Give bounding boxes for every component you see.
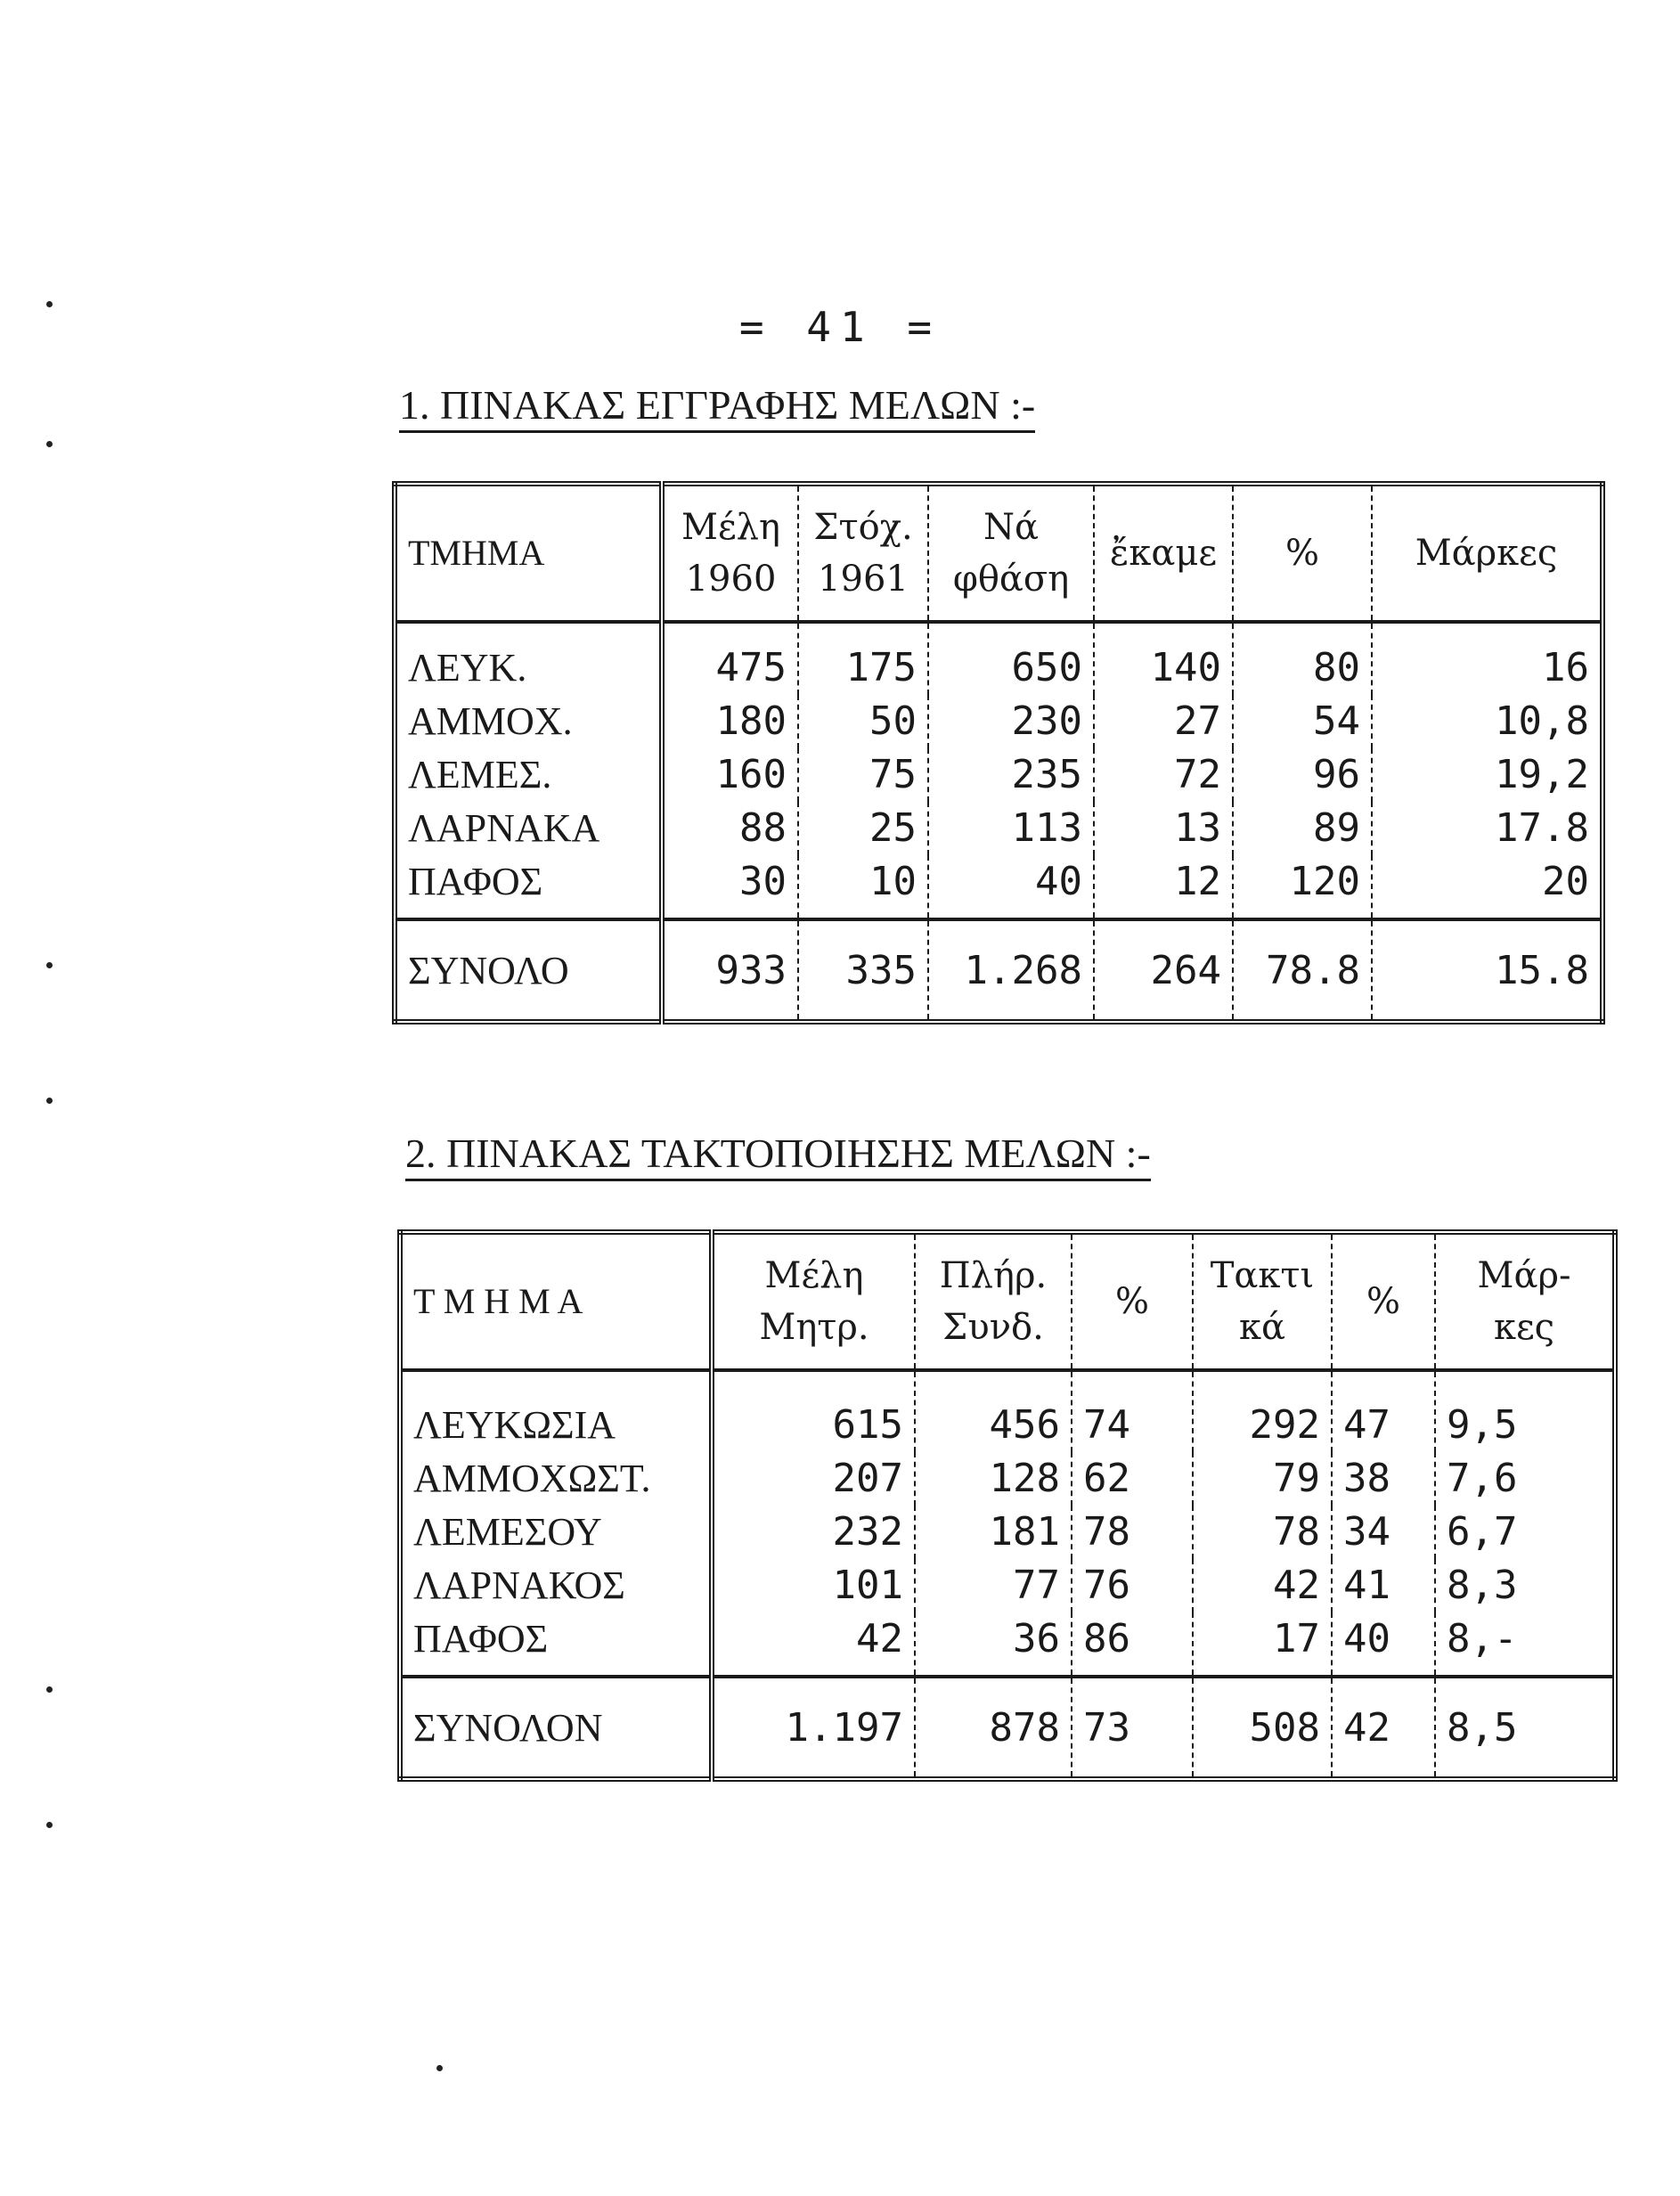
members-cell: 160 xyxy=(662,748,798,802)
registered-cell: 232 xyxy=(712,1506,915,1559)
percent1-cell: 86 xyxy=(1072,1612,1193,1677)
table1-header-reach: Νά φθάση xyxy=(928,484,1094,622)
table1-header-percent: % xyxy=(1233,484,1372,622)
marks-cell: 9,5 xyxy=(1435,1370,1615,1452)
total-paid: 878 xyxy=(915,1677,1072,1779)
percent-cell: 54 xyxy=(1233,695,1372,748)
marks-cell: 16 xyxy=(1372,622,1603,695)
table-row xyxy=(400,1506,1615,1559)
target-cell: 10 xyxy=(798,855,928,919)
table2-header-percent2: % xyxy=(1332,1232,1435,1370)
scan-speck xyxy=(436,2065,443,2071)
table2-header-row xyxy=(400,1232,1615,1370)
percent2-cell: 34 xyxy=(1332,1506,1435,1559)
total-target: 335 xyxy=(798,919,928,1022)
total-percent2: 42 xyxy=(1332,1677,1435,1779)
reach-cell: 235 xyxy=(928,748,1094,802)
membership-registration-table xyxy=(392,481,1605,1025)
section-cell: ΛΕΜΕΣ. xyxy=(408,753,552,796)
section-cell: ΑΜΜΟΧ. xyxy=(408,699,573,743)
target-cell: 25 xyxy=(798,802,928,855)
reach-cell: 40 xyxy=(928,855,1094,919)
paid-cell: 456 xyxy=(915,1370,1072,1452)
table2-header-registered: Μέλη Μητρ. xyxy=(712,1232,915,1370)
paid-cell: 128 xyxy=(915,1452,1072,1506)
table1-header-members: Μέλη 1960 xyxy=(662,484,798,622)
table-row xyxy=(400,1370,1615,1452)
regular-cell: 79 xyxy=(1193,1452,1332,1506)
section-cell: ΛΑΡΝΑΚΟΣ xyxy=(413,1563,625,1607)
members-cell: 30 xyxy=(662,855,798,919)
percent2-cell: 41 xyxy=(1332,1559,1435,1612)
members-cell: 475 xyxy=(662,622,798,695)
table1-header-done: ἔκαμε xyxy=(1094,484,1233,622)
section-cell: ΛΕΥΚΩΣΙΑ xyxy=(413,1403,616,1447)
registered-cell: 101 xyxy=(712,1559,915,1612)
target-cell: 175 xyxy=(798,622,928,695)
table1-header-target: Στόχ. 1961 xyxy=(798,484,928,622)
section-cell: ΠΑΦΟΣ xyxy=(408,860,543,903)
section-cell: ΠΑΦΟΣ xyxy=(413,1617,549,1661)
scan-speck xyxy=(46,1822,53,1828)
regular-cell: 42 xyxy=(1193,1559,1332,1612)
section-cell: ΑΜΜΟΧΩΣΤ. xyxy=(413,1457,651,1500)
percent1-cell: 62 xyxy=(1072,1452,1193,1506)
membership-regularization-table xyxy=(397,1229,1618,1782)
done-cell: 72 xyxy=(1094,748,1233,802)
total-regular: 508 xyxy=(1193,1677,1332,1779)
percent2-cell: 47 xyxy=(1332,1370,1435,1452)
done-cell: 12 xyxy=(1094,855,1233,919)
registered-cell: 615 xyxy=(712,1370,915,1452)
regular-cell: 17 xyxy=(1193,1612,1332,1677)
target-cell: 50 xyxy=(798,695,928,748)
marks-cell: 8,3 xyxy=(1435,1559,1615,1612)
scan-speck xyxy=(46,441,53,447)
scan-speck xyxy=(46,1098,53,1104)
table1-header-marks: Μάρκες xyxy=(1372,484,1603,622)
members-cell: 180 xyxy=(662,695,798,748)
section-cell: ΛΑΡΝΑΚΑ xyxy=(408,806,600,850)
table2-header-percent1: % xyxy=(1072,1232,1193,1370)
table1-header-row xyxy=(395,484,1603,622)
total-percent1: 73 xyxy=(1072,1677,1193,1779)
total-registered: 1.197 xyxy=(712,1677,915,1779)
table2-title: 2. ΠΙΝΑΚΑΣ ΤΑΚΤΟΠΟΙΗΣΗΣ ΜΕΛΩΝ :- xyxy=(405,1130,1151,1181)
percent2-cell: 40 xyxy=(1332,1612,1435,1677)
scan-speck xyxy=(46,962,53,968)
percent-cell: 120 xyxy=(1233,855,1372,919)
marks-cell: 7,6 xyxy=(1435,1452,1615,1506)
registered-cell: 42 xyxy=(712,1612,915,1677)
regular-cell: 292 xyxy=(1193,1370,1332,1452)
marks-cell: 8,- xyxy=(1435,1612,1615,1677)
table2-header-paid: Πλήρ. Συνδ. xyxy=(915,1232,1072,1370)
percent2-cell: 38 xyxy=(1332,1452,1435,1506)
total-marks: 15.8 xyxy=(1372,919,1603,1022)
total-done: 264 xyxy=(1094,919,1233,1022)
table-row xyxy=(395,622,1603,695)
percent1-cell: 76 xyxy=(1072,1559,1193,1612)
done-cell: 140 xyxy=(1094,622,1233,695)
scan-speck xyxy=(46,1686,53,1693)
marks-cell: 6,7 xyxy=(1435,1506,1615,1559)
total-percent: 78.8 xyxy=(1233,919,1372,1022)
reach-cell: 113 xyxy=(928,802,1094,855)
percent-cell: 89 xyxy=(1233,802,1372,855)
paid-cell: 181 xyxy=(915,1506,1072,1559)
table-row xyxy=(400,1559,1615,1612)
percent1-cell: 74 xyxy=(1072,1370,1193,1452)
reach-cell: 230 xyxy=(928,695,1094,748)
table-row xyxy=(400,1452,1615,1506)
table2-total-row xyxy=(400,1677,1615,1779)
section-cell: ΛΕΥΚ. xyxy=(408,646,527,690)
table2-header-section: Τ Μ Η Μ Α xyxy=(400,1232,712,1370)
table-row xyxy=(395,855,1603,919)
table-row xyxy=(395,802,1603,855)
reach-cell: 650 xyxy=(928,622,1094,695)
total-members: 933 xyxy=(662,919,798,1022)
total-label: ΣΥΝΟΛΟΝ xyxy=(400,1677,712,1779)
total-marks: 8,5 xyxy=(1435,1677,1615,1779)
done-cell: 27 xyxy=(1094,695,1233,748)
table-row xyxy=(395,695,1603,748)
marks-cell: 19,2 xyxy=(1372,748,1603,802)
total-label: ΣΥΝΟΛΟ xyxy=(395,919,662,1022)
done-cell: 13 xyxy=(1094,802,1233,855)
table-row xyxy=(400,1612,1615,1677)
members-cell: 88 xyxy=(662,802,798,855)
target-cell: 75 xyxy=(798,748,928,802)
scan-speck xyxy=(46,301,53,307)
registered-cell: 207 xyxy=(712,1452,915,1506)
table2-header-regular: Τακτι κά xyxy=(1193,1232,1332,1370)
marks-cell: 20 xyxy=(1372,855,1603,919)
table2-header-marks: Μάρ- κες xyxy=(1435,1232,1615,1370)
marks-cell: 17.8 xyxy=(1372,802,1603,855)
total-reach: 1.268 xyxy=(928,919,1094,1022)
table1-title: 1. ΠΙΝΑΚΑΣ ΕΓΓΡΑΦΗΣ ΜΕΛΩΝ :- xyxy=(399,381,1035,433)
table-row xyxy=(395,748,1603,802)
page-number: = 41 = xyxy=(738,303,942,351)
table1-total-row xyxy=(395,919,1603,1022)
percent1-cell: 78 xyxy=(1072,1506,1193,1559)
regular-cell: 78 xyxy=(1193,1506,1332,1559)
paid-cell: 36 xyxy=(915,1612,1072,1677)
paid-cell: 77 xyxy=(915,1559,1072,1612)
table1-header-section: ΤΜΗΜΑ xyxy=(395,484,662,622)
percent-cell: 96 xyxy=(1233,748,1372,802)
percent-cell: 80 xyxy=(1233,622,1372,695)
section-cell: ΛΕΜΕΣΟΥ xyxy=(413,1510,602,1554)
marks-cell: 10,8 xyxy=(1372,695,1603,748)
